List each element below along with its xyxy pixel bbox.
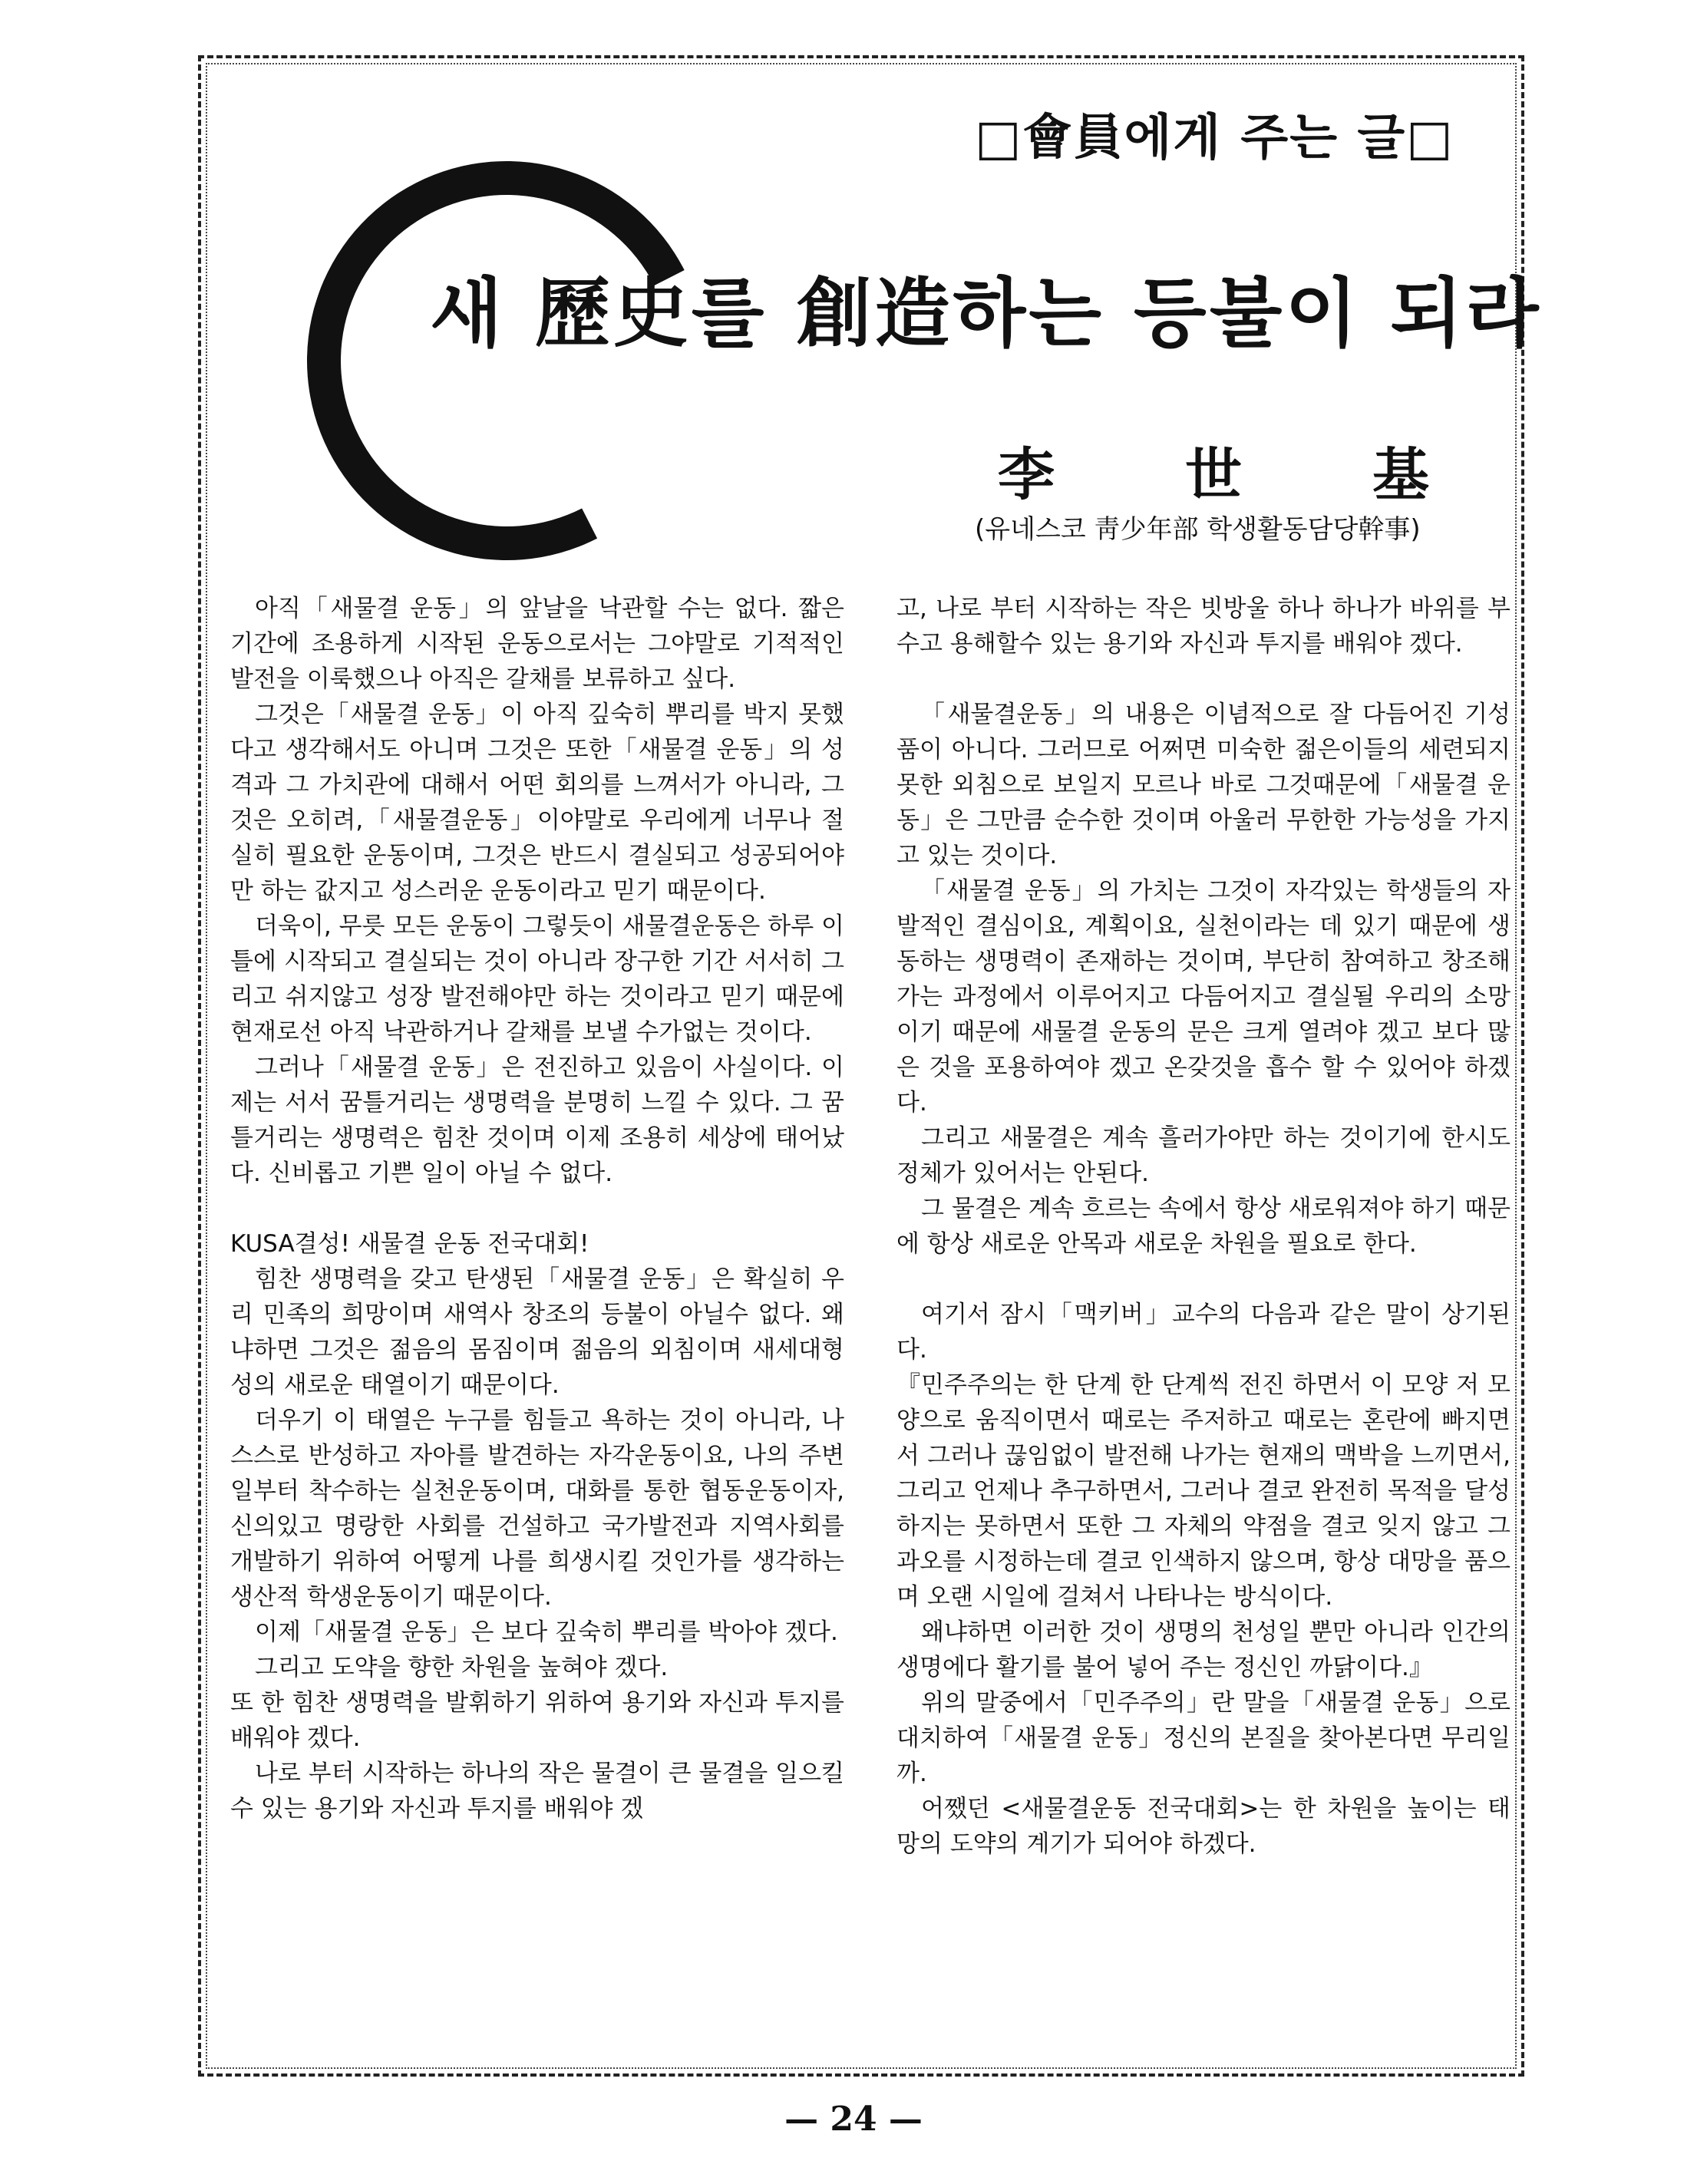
paragraph: 또 한 힘찬 생명력을 발휘하기 위하여 용기와 자신과 투지를 배워야 겠다. (230, 1689, 844, 1752)
paragraph: 더우기 이 태열은 누구를 힘들고 욕하는 것이 아니라, 나 스스로 반성하고 자아를 발견하는 자각운동이요, 나의 주변일부터 착수하는 실천운동이며, 대화를 통한 협동운동이자, 신의있고 명랑한 사회를 건설하고 국가발전과 지역사회를 개발하기 위하여 어떻게 나를 희생시킬 것인가를 생각하는 생산적 학생운동이기 때문이다. (230, 1407, 844, 1611)
right-column (896, 591, 1511, 2018)
quote-paragraph: 왜냐하면 이러한 것이 생명의 천성일 뿐만 아니라 인간의 생명에다 활기를 불어 넣어 주는 정신인 까닭이다.』 (896, 1618, 1511, 1681)
paragraph: 힘찬 생명력을 갖고 탄생된「새물결 운동」은 확실히 우리 민족의 희망이며 새역사 창조의 등불이 아닐수 없다. 왜냐하면 그것은 젊음의 몸짐이며 젊음의 외침이며 새세대형성의 새로운 태열이기 때문이다. (230, 1265, 844, 1399)
paragraph: 위의 말중에서「민주주의」란 말을「새물결 운동」으로 대치하여「새물결 운동」정신의 본질을 찾아본다면 무리일까. (896, 1689, 1511, 1787)
paragraph: 그리고 도약을 향한 차원을 높혀야 겠다. (255, 1654, 669, 1681)
paragraph: 어쨌던 <새물결운동 전국대회>는 한 차원을 높이는 태망의 도약의 계기가 되어야 하겠다. (896, 1795, 1511, 1858)
paragraph: 더욱이, 무릇 모든 운동이 그렇듯이 새물결운동은 하루 이틀에 시작되고 결실되는 것이 아니라 장구한 기간 서서히 그리고 쉬지않고 성장 발전해야만 하는 것이라고 믿기 때문에 현재로선 아직 낙관하거나 갈채를 보낼 수가없는 것이다. (230, 912, 844, 1046)
paragraph: 아직「새물결 운동」의 앞날을 낙관할 수는 없다. 짧은 기간에 조용하게 시작된 운동으로서는 그야말로 기적적인 발전을 이룩했으나 아직은 갈채를 보류하고 싶다. (230, 595, 844, 693)
paragraph: 이제「새물결 운동」은 보다 깊숙히 뿌리를 박아야 겠다. (255, 1618, 838, 1646)
author-affiliation: (유네스코 靑少年部 학생활동담당幹事) (975, 514, 1421, 545)
left-column (230, 591, 844, 2018)
page-number: — 24 — (784, 2100, 923, 2139)
paragraph: 그러나「새물결 운동」은 전진하고 있음이 사실이다. 이제는 서서 꿈틀거리는 생명력을 분명히 느낄 수 있다. 그 꿈틀거리는 생명력은 힘찬 것이며 이제 조용히 세상에 태어났다. 신비롭고 기쁜 일이 아닐 수 없다. (230, 1054, 844, 1187)
article-title: 새 歷史를 創造하는 등불이 되라 (430, 269, 1542, 358)
paragraph-exclamation: KUSA결성! 새물결 운동 전국대회! (230, 1230, 589, 1258)
paragraph: 그 물결은 계속 흐르는 속에서 항상 새로워져야 하기 때문에 항상 새로운 안목과 새로운 차원을 필요로 한다. (896, 1195, 1511, 1258)
paragraph: 그것은「새물결 운동」이 아직 깊숙히 뿌리를 박지 못했다고 생각해서도 아니며 그것은 또한「새물결 운동」의 성격과 그 가치관에 대해서 어떤 회의를 느껴서가 아니라, 그것은 오히려,「새물결운동」이야말로 우리에게 너무나 절실히 필요한 운동이며, 그것은 반드시 결실되고 성공되어야만 하는 값지고 성스러운 운동이라고 믿기 때문이다. (230, 701, 844, 905)
section-heading: □會員에게 주는 글□ (975, 110, 1454, 167)
paragraph: 고, 나로 부터 시작하는 작은 빗방울 하나 하나가 바위를 부수고 용해할수 있는 용기와 자신과 투지를 배워야 겠다. (896, 595, 1511, 658)
quote-paragraph: 『민주주의는 한 단계 한 단계씩 전진 하면서 이 모양 저 모양으로 움직이면서 때로는 주저하고 때로는 혼란에 빠지면서 그러나 끊임없이 발전해 나가는 현재의 맥박을 느끼면서, 그리고 언제나 추구하면서, 그러나 결코 완전히 목적을 달성하지는 못하면서 또한 그 자체의 약점을 결코 잊지 않고 그 과오를 시정하는데 결코 인색하지 않으며, 항상 대망을 품으며 오랜 시일에 걸쳐서 나타나는 방식이다. (896, 1371, 1511, 1611)
paragraph: 여기서 잠시「맥키버」교수의 다음과 같은 말이 상기된다. (896, 1301, 1511, 1364)
paragraph: 그리고 새물결은 계속 흘러가야만 하는 것이기에 한시도 정체가 있어서는 안된다. (896, 1124, 1511, 1187)
author-name: 李世基 (998, 442, 1560, 508)
paragraph: 나로 부터 시작하는 하나의 작은 물결이 큰 물결을 일으킬 수 있는 용기와 자신과 투지를 배워야 겠 (230, 1760, 844, 1823)
paragraph: 「새물결운동」의 내용은 이념적으로 잘 다듬어진 기성품이 아니다. 그러므로 어쩌면 미숙한 젊은이들의 세련되지 못한 외침으로 보일지 모르나 바로 그것때문에「새물결 운동」은 그만큼 순수한 것이며 아울러 무한한 가능성을 가지고 있는 것이다. (896, 701, 1511, 869)
paragraph: 「새물결 운동」의 가치는 그것이 자각있는 학생들의 자발적인 결심이요, 계획이요, 실천이라는 데 있기 때문에 생동하는 생명력이 존재하는 것이며, 부단히 참여하고 창조해가는 과정에서 이루어지고 다듬어지고 결실될 우리의 소망이기 때문에 새물결 운동의 문은 크게 열려야 겠고 보다 많은 것을 포용하여야 겠고 온갖것을 흡수 할 수 있어야 하겠다. (896, 877, 1511, 1117)
